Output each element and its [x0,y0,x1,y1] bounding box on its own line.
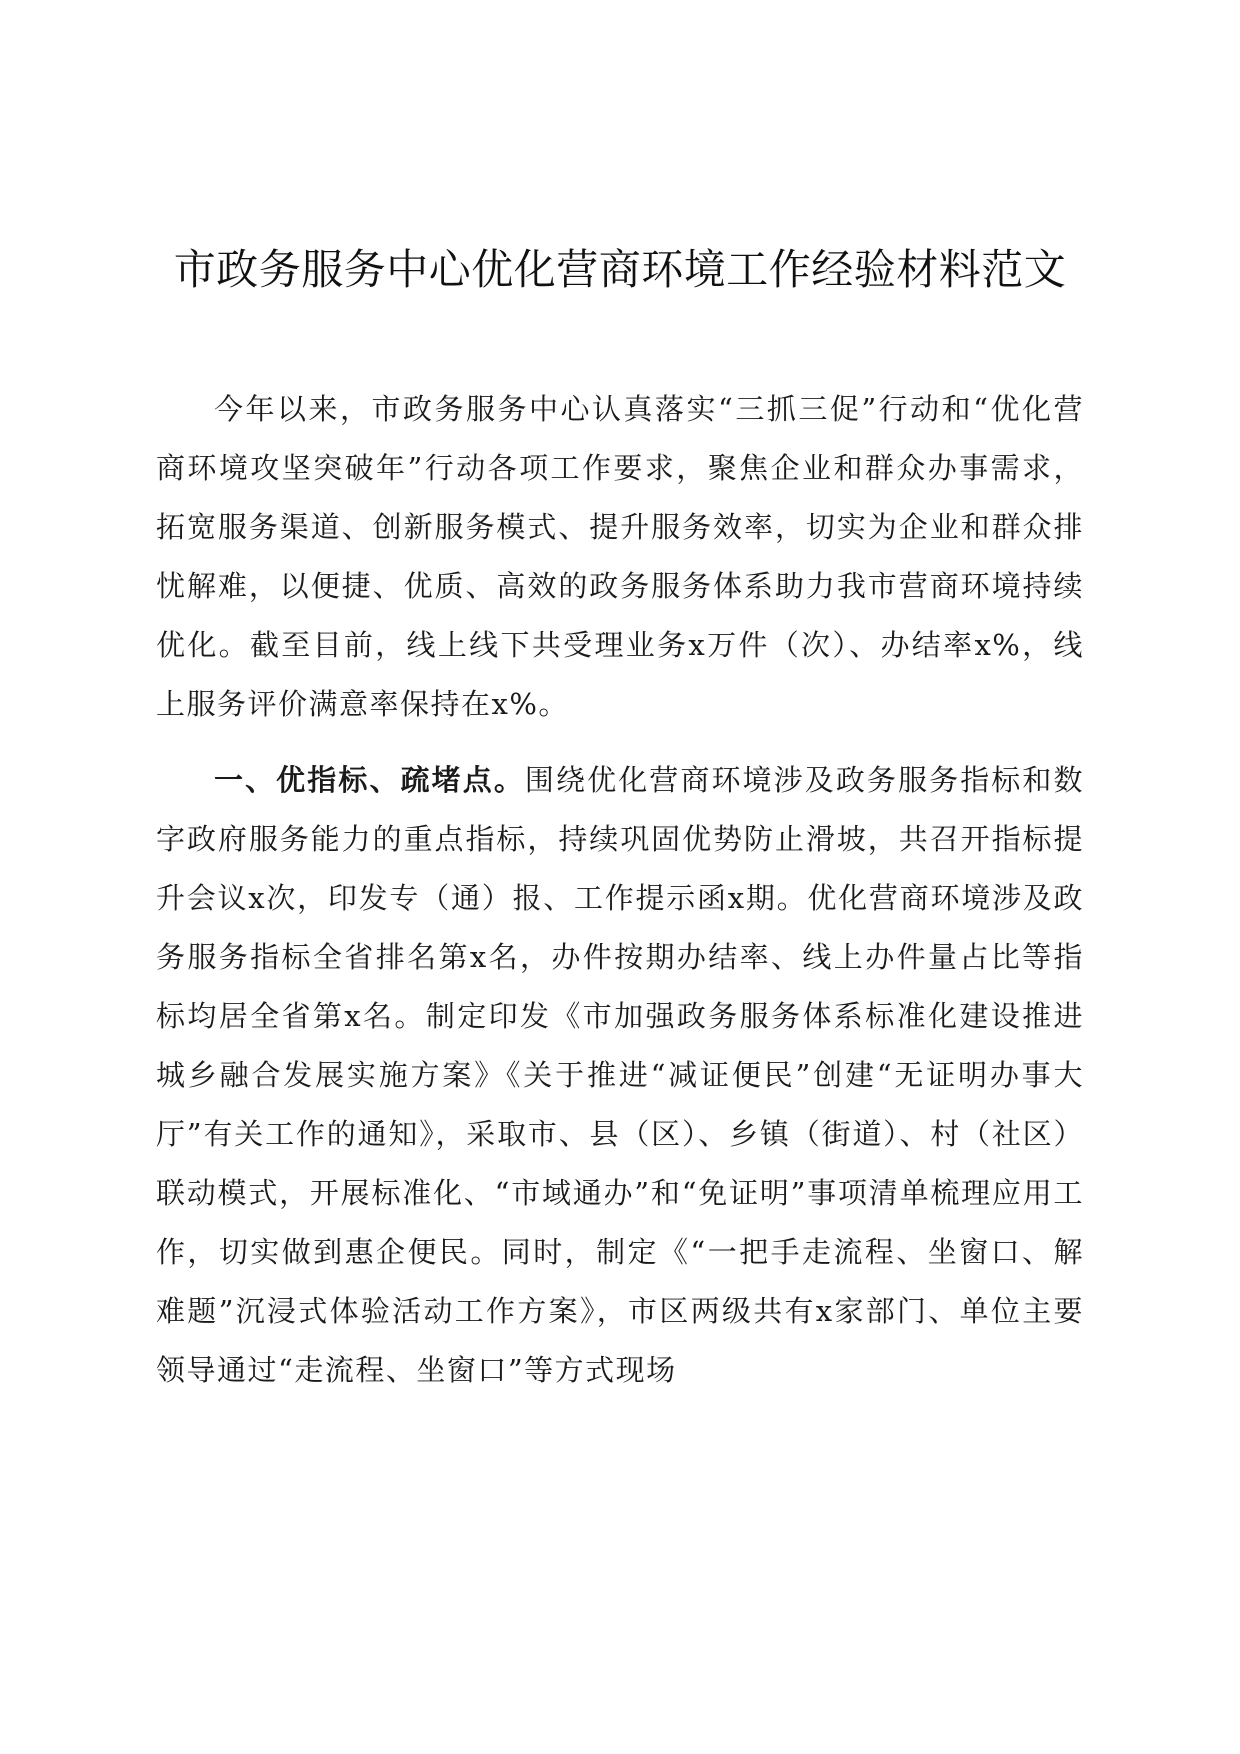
document-body [156,380,1084,1400]
intro-paragraph [156,380,1084,734]
document-title: 市政务服务中心优化营商环境工作经验材料范文 [173,245,1067,294]
section-1-paragraph [156,751,1084,1400]
section-1-heading: 一、优指标、疏堵点。 [214,763,525,797]
section-1-text: 围绕优化营商环境涉及政务服务指标和数字政府服务能力的重点指标，持续巩固优势防止滑坡，共召开指标提升会议x次，印发专（通）报、工作提示函x期。优化营商环境涉及政务服务指标全省排名第x名，办件按期办结率、线上办件量占比等指标均居全省第x名。制定印发《市加强政务服务体系标准化建设推进城乡融合发展实施方案》《关于推进“减证便民”创建“无证明办事大厅”有关工作的通知》，采取市、县（区）、乡镇（街道）、村（社区）联动模式，开展标准化、“市域通办”和“免证明”事项清单梳理应用工作，切实做到惠企便民。同时，制定《“一把手走流程、坐窗口、解难题”沉浸式体验活动工作方案》，市区两级共有x家部门、单位主要领导通过“走流程、坐窗口”等方式现场 [156,763,1084,1387]
intro-paragraph-text: 今年以来，市政务服务中心认真落实“三抓三促”行动和“优化营商环境攻坚突破年”行动各项工作要求，聚焦企业和群众办事需求，拓宽服务渠道、创新服务模式、提升服务效率，切实为企业和群众排忧解难，以便捷、优质、高效的政务服务体系助力我市营商环境持续优化。截至目前，线上线下共受理业务x万件（次）、办结率x%，线上服务评价满意率保持在x%。 [156,392,1084,721]
